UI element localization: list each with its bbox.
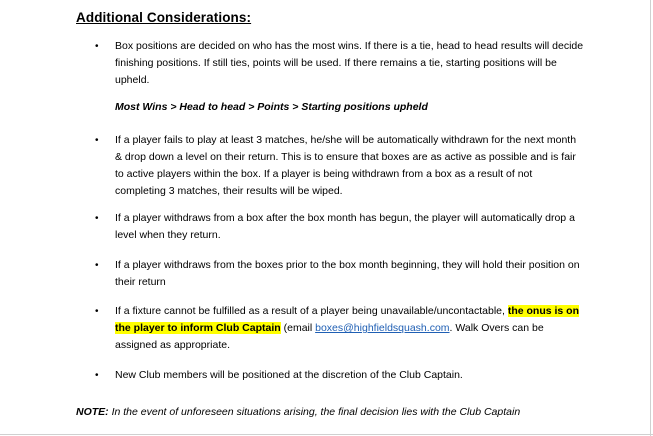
note-text: In the event of unforeseen situations arising, the final decision lies with the Club Captain: [108, 406, 521, 418]
ranking-order-rule: Most Wins > Head to head > Points > Starting positions upheld: [115, 101, 428, 113]
bullet-marker: •: [95, 306, 99, 317]
email-link[interactable]: boxes@highfieldsquash.com: [315, 322, 450, 334]
paragraph-unfulfilled-fixture: [115, 303, 585, 354]
paragraph-withdraw-after-start: If a player withdraws from a box after the box month has begun, the player will automatically drop a level when they return.: [115, 212, 575, 241]
paragraph-ranking-rules: Box positions are decided on who has the most wins. If there is a tie, head to head results will decide finishing positions. If still ties, points will be used. If there remains a tie, starting positions will be upheld.: [115, 40, 584, 86]
bullet-marker: •: [95, 135, 99, 146]
page-edge-right: [650, 0, 651, 436]
section-heading: Additional Considerations:: [76, 10, 252, 25]
note-label: NOTE:: [76, 406, 109, 418]
paragraph-withdraw-before-start: If a player withdraws from the boxes prior to the box month beginning, they will hold their position on their return: [115, 259, 580, 288]
bullet-marker: •: [95, 370, 99, 381]
bullet-marker: •: [95, 213, 99, 224]
paragraph-new-members: New Club members will be positioned at the discretion of the Club Captain.: [115, 369, 463, 381]
page-edge-bottom: [0, 434, 653, 435]
bullet-marker: •: [95, 260, 99, 271]
bullet-marker: •: [95, 41, 99, 52]
fixture-text-start: If a fixture cannot be fulfilled as a result of a player being unavailable/uncontactable,: [115, 305, 508, 317]
fixture-text-end: . Walk Overs can be assigned as appropriate.: [115, 322, 544, 351]
highlighted-onus-text: the onus is on the player to inform Club Captain: [115, 305, 580, 334]
closing-note: [76, 404, 520, 421]
fixture-text-email-prefix: (email: [280, 322, 316, 334]
paragraph-minimum-matches: If a player fails to play at least 3 matches, he/she will be automatically withdrawn for the next month & drop down a level on their return. This is to ensure that boxes are as active as possible and is fair to active players within the box. If a player is being withdrawn from a box as a result of not completing 3 matches, their results will be wiped.: [115, 134, 577, 197]
